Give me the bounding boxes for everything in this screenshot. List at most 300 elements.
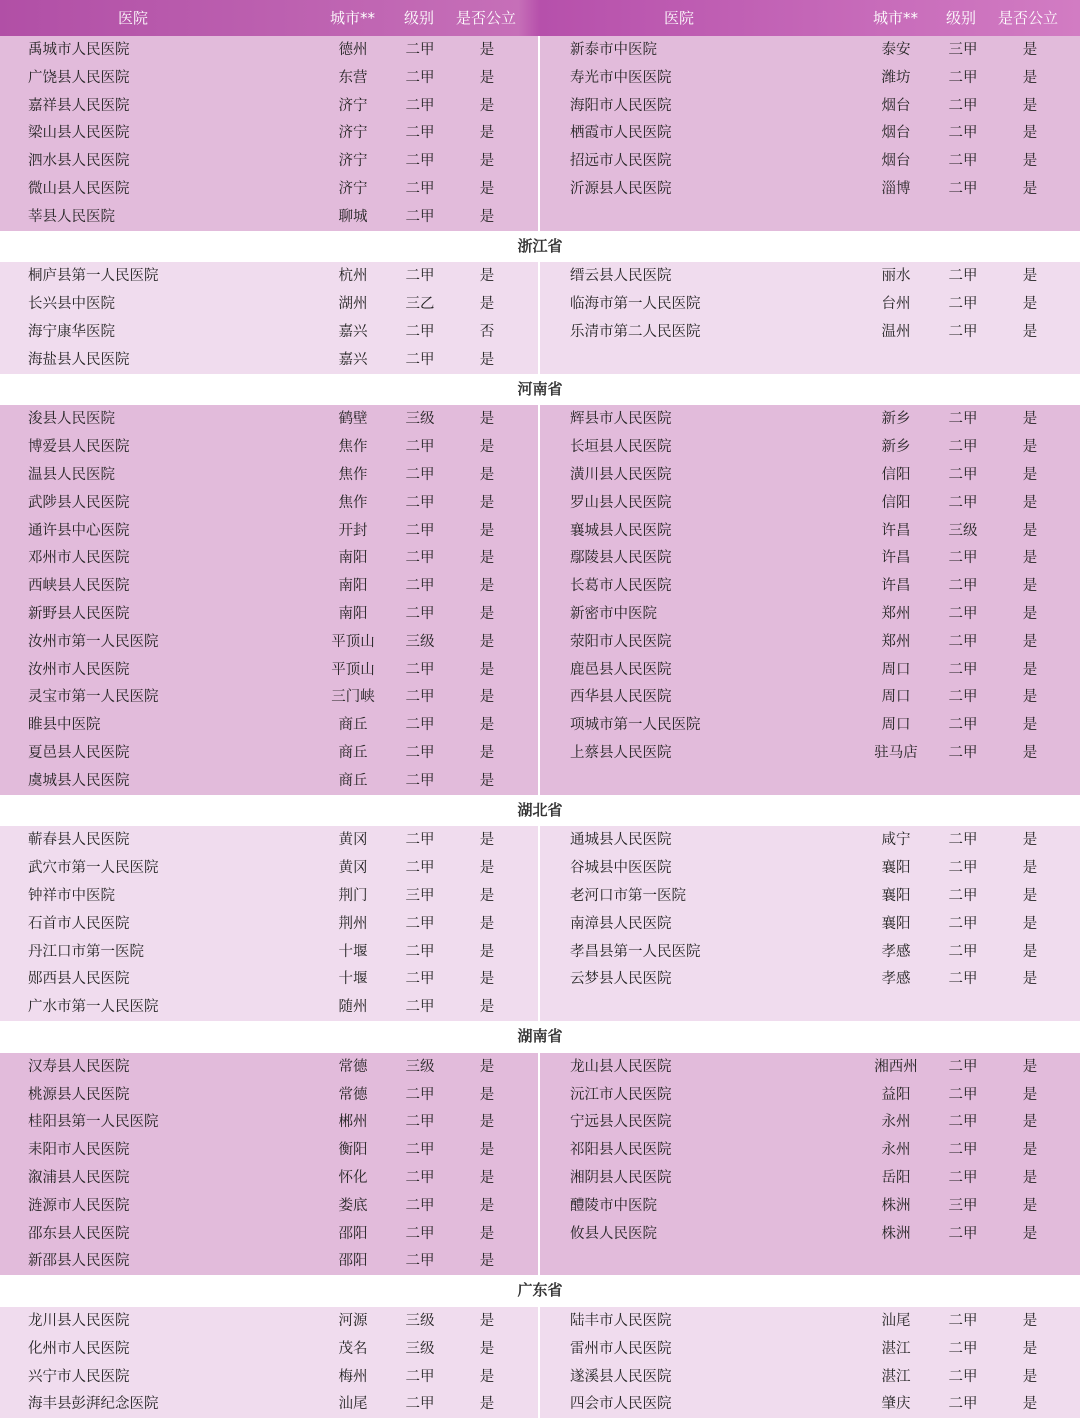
- left-public-cell: 是: [479, 888, 495, 904]
- table-row: [0, 433, 1080, 461]
- right-level-cell: 二甲: [948, 943, 978, 960]
- left-level-cell: 二甲: [405, 69, 435, 86]
- right-level-cell: 二甲: [948, 1225, 978, 1242]
- right-level-cell: 二甲: [948, 717, 978, 734]
- left-level-cell: 二甲: [405, 943, 435, 960]
- left-level-cell: 二甲: [405, 1142, 435, 1159]
- right-level-cell: 二甲: [948, 411, 978, 428]
- left-public-cell: 是: [479, 1253, 495, 1270]
- right-public-cell: 是: [1022, 411, 1038, 428]
- left-hospital-name: 夏邑县人民医院: [28, 745, 130, 761]
- right-level-cell: 二甲: [948, 915, 978, 932]
- right-hospital-name: 新密市中医院: [570, 606, 657, 622]
- left-level-cell: 二甲: [405, 1170, 435, 1186]
- right-public-cell: 是: [1022, 832, 1038, 849]
- right-hospital-name: 宁远县人民医院: [570, 1114, 672, 1131]
- right-hospital-name: 寿光市中医医院: [570, 69, 672, 86]
- table-header: [0, 0, 1080, 36]
- left-public-cell: 是: [479, 125, 495, 142]
- right-public-cell: 是: [1022, 915, 1038, 932]
- left-hospital-name: 汝州市人民医院: [28, 661, 130, 678]
- right-level-cell: 二甲: [948, 324, 978, 340]
- right-city-cell: 周口: [881, 689, 911, 706]
- right-public-cell: 是: [1022, 439, 1038, 456]
- table-row: [0, 656, 1080, 684]
- left-public-cell: 是: [479, 153, 495, 170]
- left-hospital-name: 海宁康华医院: [28, 324, 115, 340]
- table-row: [0, 767, 1080, 795]
- left-city-cell: 济宁: [338, 97, 368, 114]
- right-hospital-name: 老河口市第一医院: [570, 888, 686, 904]
- left-city-cell: 焦作: [338, 439, 368, 456]
- left-level-cell: 二甲: [405, 999, 435, 1016]
- left-level-cell: 二甲: [405, 550, 435, 567]
- left-city-cell: 常德: [338, 1086, 368, 1103]
- right-hospital-name: 祁阳县人民医院: [570, 1142, 672, 1159]
- right-city-cell: 周口: [881, 717, 911, 734]
- left-city-cell: 怀化: [338, 1170, 368, 1186]
- right-public-cell: 是: [1022, 42, 1038, 58]
- right-level-cell: 二甲: [948, 69, 978, 86]
- left-level-cell: 二甲: [405, 689, 435, 706]
- right-hospital-name: 通城县人民医院: [570, 832, 672, 849]
- left-public-cell: 是: [479, 943, 495, 960]
- right-public-cell: 是: [1022, 1086, 1038, 1103]
- right-public-cell: 是: [1022, 1396, 1038, 1413]
- left-city-cell: 济宁: [338, 181, 368, 197]
- left-hospital-name: 武陟县人民医院: [28, 494, 130, 511]
- left-public-cell: 是: [479, 1086, 495, 1103]
- right-city-cell: 湛江: [881, 1368, 911, 1385]
- right-public-cell: 是: [1022, 606, 1038, 622]
- left-hospital-name: 桂阳县第一人民医院: [28, 1114, 159, 1131]
- right-city-cell: 泰安: [881, 42, 911, 58]
- right-city-cell: 襄阳: [881, 860, 911, 877]
- right-public-cell: 是: [1022, 888, 1038, 904]
- left-public-cell: 是: [479, 999, 495, 1016]
- right-hospital-name: 四会市人民医院: [570, 1396, 672, 1413]
- left-city-cell: 黄冈: [338, 832, 368, 849]
- right-level-cell: 三甲: [948, 1197, 978, 1214]
- left-public-cell: 是: [479, 268, 495, 285]
- left-city-cell: 焦作: [338, 494, 368, 511]
- left-public-cell: 是: [479, 1340, 495, 1357]
- right-level-cell: 三甲: [948, 42, 978, 58]
- table-row: [0, 517, 1080, 545]
- table-row: [0, 119, 1080, 147]
- right-hospital-name: 龙山县人民医院: [570, 1058, 672, 1075]
- table-row: [0, 938, 1080, 966]
- right-level-cell: 二甲: [948, 153, 978, 170]
- left-public-cell: 是: [479, 296, 495, 313]
- left-city-cell: 湖州: [338, 296, 368, 313]
- header-level-right: 级别: [946, 9, 977, 27]
- left-hospital-name: 龙川县人民医院: [28, 1313, 130, 1329]
- right-public-cell: 是: [1022, 1170, 1038, 1186]
- left-public-cell: 是: [479, 1225, 495, 1242]
- left-city-cell: 常德: [338, 1058, 368, 1075]
- left-city-cell: 衡阳: [338, 1142, 368, 1159]
- left-public-cell: 是: [479, 578, 495, 595]
- right-public-cell: 是: [1022, 689, 1038, 706]
- left-level-cell: 二甲: [405, 745, 435, 761]
- right-level-cell: 二甲: [948, 268, 978, 285]
- right-city-cell: 株洲: [881, 1197, 911, 1214]
- table-row: [0, 910, 1080, 938]
- left-level-cell: 二甲: [405, 208, 435, 225]
- right-city-cell: 株洲: [881, 1225, 911, 1242]
- table-row: [0, 628, 1080, 656]
- table-row: [0, 346, 1080, 374]
- right-level-cell: 二甲: [948, 1368, 978, 1385]
- right-public-cell: 是: [1022, 633, 1038, 650]
- right-public-cell: 是: [1022, 860, 1038, 877]
- right-hospital-name: 孝昌县第一人民医院: [570, 943, 701, 960]
- right-level-cell: 二甲: [948, 832, 978, 849]
- right-level-cell: 二甲: [948, 181, 978, 197]
- right-hospital-name: 西华县人民医院: [570, 689, 672, 706]
- left-level-cell: 二甲: [405, 661, 435, 678]
- left-public-cell: 是: [479, 717, 495, 734]
- left-public-cell: 是: [479, 1142, 495, 1159]
- left-level-cell: 二甲: [405, 1368, 435, 1385]
- right-level-cell: 二甲: [948, 888, 978, 904]
- right-hospital-name: 沂源县人民医院: [570, 181, 672, 197]
- table-row: [0, 92, 1080, 120]
- left-public-cell: 是: [479, 97, 495, 114]
- left-level-cell: 二甲: [405, 915, 435, 932]
- table-row: [0, 290, 1080, 318]
- table-row: [0, 1247, 1080, 1275]
- left-hospital-name: 化州市人民医院: [28, 1340, 130, 1357]
- left-public-cell: 是: [479, 832, 495, 849]
- left-public-cell: 否: [479, 324, 495, 340]
- left-hospital-name: 新邵县人民医院: [28, 1253, 130, 1270]
- right-city-cell: 许昌: [881, 522, 911, 539]
- right-city-cell: 温州: [881, 324, 911, 340]
- left-public-cell: 是: [479, 606, 495, 622]
- left-hospital-name: 莘县人民医院: [28, 208, 115, 225]
- right-hospital-name: 云梦县人民医院: [570, 971, 672, 988]
- right-public-cell: 是: [1022, 494, 1038, 511]
- left-level-cell: 二甲: [405, 268, 435, 285]
- header-public-left: 是否公立: [456, 9, 517, 27]
- left-level-cell: 二甲: [405, 324, 435, 340]
- right-public-cell: 是: [1022, 1368, 1038, 1385]
- left-hospital-name: 浚县人民医院: [28, 411, 115, 428]
- left-public-cell: 是: [479, 1396, 495, 1413]
- right-city-cell: 襄阳: [881, 915, 911, 932]
- left-city-cell: 平顶山: [331, 633, 375, 650]
- right-public-cell: 是: [1022, 1197, 1038, 1214]
- left-public-cell: 是: [479, 689, 495, 706]
- right-city-cell: 台州: [881, 296, 911, 313]
- left-hospital-name: 广水市第一人民医院: [28, 999, 159, 1016]
- right-level-cell: 二甲: [948, 494, 978, 511]
- right-hospital-name: 潢川县人民医院: [570, 467, 672, 483]
- right-level-cell: 二甲: [948, 467, 978, 483]
- left-level-cell: 二甲: [405, 153, 435, 170]
- right-public-cell: 是: [1022, 181, 1038, 197]
- table-row: [0, 882, 1080, 910]
- right-city-cell: 永州: [881, 1142, 911, 1159]
- left-public-cell: 是: [479, 633, 495, 650]
- left-city-cell: 汕尾: [338, 1396, 368, 1413]
- table-row: [0, 36, 1080, 64]
- left-city-cell: 十堰: [338, 943, 368, 960]
- left-level-cell: 二甲: [405, 181, 435, 197]
- left-level-cell: 三级: [405, 633, 435, 650]
- right-public-cell: 是: [1022, 971, 1038, 988]
- right-hospital-name: 项城市第一人民医院: [570, 717, 701, 734]
- left-city-cell: 黄冈: [338, 860, 368, 877]
- right-public-cell: 是: [1022, 324, 1038, 340]
- right-level-cell: 二甲: [948, 1340, 978, 1357]
- right-city-cell: 驻马店: [874, 745, 918, 761]
- right-city-cell: 新乡: [881, 439, 911, 456]
- left-city-cell: 河源: [338, 1313, 368, 1329]
- right-city-cell: 烟台: [881, 97, 911, 114]
- right-city-cell: 肇庆: [881, 1396, 911, 1413]
- right-city-cell: 岳阳: [881, 1170, 911, 1186]
- left-hospital-name: 新野县人民医院: [28, 606, 130, 622]
- left-city-cell: 荆州: [338, 915, 368, 932]
- left-city-cell: 焦作: [338, 467, 368, 483]
- left-city-cell: 南阳: [338, 606, 368, 622]
- left-hospital-name: 兴宁市人民医院: [28, 1368, 130, 1385]
- left-city-cell: 南阳: [338, 578, 368, 595]
- table-row: [0, 683, 1080, 711]
- left-city-cell: 鹤壁: [338, 411, 368, 428]
- table-row: [0, 405, 1080, 433]
- table-row: [0, 147, 1080, 175]
- left-level-cell: 三乙: [405, 296, 435, 313]
- right-hospital-name: 辉县市人民医院: [570, 411, 672, 428]
- right-city-cell: 烟台: [881, 125, 911, 142]
- right-city-cell: 益阳: [881, 1086, 911, 1103]
- left-hospital-name: 灵宝市第一人民医院: [28, 689, 159, 706]
- left-level-cell: 二甲: [405, 1197, 435, 1214]
- left-hospital-name: 微山县人民医院: [28, 181, 130, 197]
- right-city-cell: 新乡: [881, 411, 911, 428]
- right-city-cell: 潍坊: [881, 69, 911, 86]
- left-hospital-name: 嘉祥县人民医院: [28, 97, 130, 114]
- left-hospital-name: 溆浦县人民医院: [28, 1170, 130, 1186]
- right-city-cell: 永州: [881, 1114, 911, 1131]
- left-level-cell: 三甲: [405, 888, 435, 904]
- left-city-cell: 东营: [338, 69, 368, 86]
- right-level-cell: 二甲: [948, 1170, 978, 1186]
- right-hospital-name: 海阳市人民医院: [570, 97, 672, 114]
- table-row: [0, 1053, 1080, 1081]
- left-hospital-name: 石首市人民医院: [28, 915, 130, 932]
- left-public-cell: 是: [479, 494, 495, 511]
- right-city-cell: 周口: [881, 661, 911, 678]
- right-public-cell: 是: [1022, 550, 1038, 567]
- right-hospital-name: 陆丰市人民医院: [570, 1313, 672, 1329]
- table-row: [0, 572, 1080, 600]
- left-level-cell: 二甲: [405, 772, 435, 789]
- left-level-cell: 二甲: [405, 97, 435, 114]
- right-level-cell: 二甲: [948, 578, 978, 595]
- left-level-cell: 三级: [405, 411, 435, 428]
- header-hospital-right: 医院: [664, 9, 695, 27]
- right-level-cell: 二甲: [948, 633, 978, 650]
- right-level-cell: 二甲: [948, 296, 978, 313]
- left-level-cell: 二甲: [405, 522, 435, 539]
- table-row: [0, 600, 1080, 628]
- right-level-cell: 二甲: [948, 1086, 978, 1103]
- left-city-cell: 聊城: [338, 208, 368, 225]
- left-hospital-name: 通许县中心医院: [28, 522, 130, 539]
- table-row: [0, 318, 1080, 346]
- left-hospital-name: 钟祥市中医院: [28, 888, 115, 904]
- right-public-cell: 是: [1022, 1313, 1038, 1329]
- left-level-cell: 三级: [405, 1058, 435, 1075]
- right-level-cell: 二甲: [948, 971, 978, 988]
- left-public-cell: 是: [479, 467, 495, 483]
- left-public-cell: 是: [479, 1313, 495, 1329]
- left-public-cell: 是: [479, 208, 495, 225]
- left-city-cell: 商丘: [338, 772, 368, 789]
- right-level-cell: 二甲: [948, 745, 978, 761]
- left-hospital-name: 郧西县人民医院: [28, 971, 130, 988]
- right-hospital-name: 荥阳市人民医院: [570, 633, 672, 650]
- left-hospital-name: 丹江口市第一医院: [28, 943, 144, 960]
- right-hospital-name: 罗山县人民医院: [570, 494, 672, 511]
- right-public-cell: 是: [1022, 661, 1038, 678]
- right-level-cell: 二甲: [948, 661, 978, 678]
- right-hospital-name: 长葛市人民医院: [570, 578, 672, 595]
- table-row: [0, 1108, 1080, 1136]
- right-city-cell: 孝感: [881, 943, 911, 960]
- left-city-cell: 茂名: [338, 1340, 368, 1357]
- right-hospital-name: 乐清市第二人民医院: [570, 324, 701, 340]
- right-city-cell: 孝感: [881, 971, 911, 988]
- right-public-cell: 是: [1022, 1142, 1038, 1159]
- right-level-cell: 二甲: [948, 439, 978, 456]
- right-level-cell: 二甲: [948, 1396, 978, 1413]
- left-level-cell: 二甲: [405, 832, 435, 849]
- table-row: [0, 993, 1080, 1021]
- right-hospital-name: 雷州市人民医院: [570, 1340, 672, 1357]
- left-level-cell: 三级: [405, 1340, 435, 1357]
- left-public-cell: 是: [479, 181, 495, 197]
- right-hospital-name: 招远市人民医院: [570, 153, 672, 170]
- left-hospital-name: 梁山县人民医院: [28, 125, 130, 142]
- province-heading: 湖北省: [0, 795, 1080, 826]
- left-city-cell: 平顶山: [331, 661, 375, 678]
- left-city-cell: 嘉兴: [338, 324, 368, 340]
- right-hospital-name: 上蔡县人民医院: [570, 745, 672, 761]
- left-hospital-name: 广饶县人民医院: [28, 69, 130, 86]
- left-public-cell: 是: [479, 351, 495, 368]
- right-public-cell: 是: [1022, 745, 1038, 761]
- left-level-cell: 二甲: [405, 860, 435, 877]
- left-city-cell: 随州: [338, 999, 368, 1016]
- right-level-cell: 二甲: [948, 1313, 978, 1329]
- right-level-cell: 二甲: [948, 125, 978, 142]
- right-hospital-name: 遂溪县人民医院: [570, 1368, 672, 1385]
- right-public-cell: 是: [1022, 69, 1038, 86]
- left-level-cell: 二甲: [405, 1225, 435, 1242]
- right-hospital-name: 鹿邑县人民医院: [570, 661, 672, 678]
- left-hospital-name: 海盐县人民医院: [28, 351, 130, 368]
- left-level-cell: 二甲: [405, 1114, 435, 1131]
- left-level-cell: 二甲: [405, 578, 435, 595]
- left-public-cell: 是: [479, 550, 495, 567]
- left-city-cell: 杭州: [338, 268, 368, 285]
- left-city-cell: 十堰: [338, 971, 368, 988]
- table-row: [0, 489, 1080, 517]
- right-city-cell: 襄阳: [881, 888, 911, 904]
- left-level-cell: 三级: [405, 1313, 435, 1329]
- right-city-cell: 烟台: [881, 153, 911, 170]
- left-hospital-name: 涟源市人民医院: [28, 1197, 130, 1214]
- left-hospital-name: 桐庐县第一人民医院: [28, 268, 159, 285]
- left-hospital-name: 禹城市人民医院: [28, 42, 130, 58]
- right-public-cell: 是: [1022, 296, 1038, 313]
- left-level-cell: 二甲: [405, 467, 435, 483]
- right-hospital-name: 攸县人民医院: [570, 1225, 657, 1242]
- left-level-cell: 二甲: [405, 125, 435, 142]
- right-city-cell: 信阳: [881, 467, 911, 483]
- right-public-cell: 是: [1022, 522, 1038, 539]
- right-hospital-name: 缙云县人民医院: [570, 268, 672, 285]
- table-row: [0, 965, 1080, 993]
- table-row: [0, 64, 1080, 92]
- right-city-cell: 丽水: [881, 268, 911, 285]
- table-row: [0, 1136, 1080, 1164]
- right-city-cell: 郑州: [881, 633, 911, 650]
- left-city-cell: 邵阳: [338, 1225, 368, 1242]
- left-city-cell: 荆门: [338, 888, 368, 904]
- right-city-cell: 许昌: [881, 550, 911, 567]
- left-public-cell: 是: [479, 772, 495, 789]
- right-public-cell: 是: [1022, 1340, 1038, 1357]
- table-row: [0, 262, 1080, 290]
- left-hospital-name: 武穴市第一人民医院: [28, 860, 159, 877]
- right-public-cell: 是: [1022, 943, 1038, 960]
- left-public-cell: 是: [479, 42, 495, 58]
- right-level-cell: 二甲: [948, 97, 978, 114]
- right-hospital-name: 沅江市人民医院: [570, 1086, 672, 1103]
- right-city-cell: 汕尾: [881, 1313, 911, 1329]
- left-level-cell: 二甲: [405, 42, 435, 58]
- left-hospital-name: 温县人民医院: [28, 467, 115, 483]
- header-level-left: 级别: [404, 9, 435, 27]
- left-public-cell: 是: [479, 860, 495, 877]
- left-city-cell: 南阳: [338, 550, 368, 567]
- header-city-left: 城市**: [330, 9, 376, 27]
- right-hospital-name: 谷城县中医医院: [570, 860, 672, 877]
- right-public-cell: 是: [1022, 153, 1038, 170]
- right-public-cell: 是: [1022, 125, 1038, 142]
- right-public-cell: 是: [1022, 97, 1038, 114]
- right-public-cell: 是: [1022, 1058, 1038, 1075]
- right-level-cell: 二甲: [948, 1142, 978, 1159]
- right-hospital-name: 新泰市中医院: [570, 42, 657, 58]
- right-level-cell: 二甲: [948, 550, 978, 567]
- right-level-cell: 二甲: [948, 1058, 978, 1075]
- table-row: [0, 461, 1080, 489]
- left-city-cell: 开封: [338, 522, 368, 539]
- left-public-cell: 是: [479, 915, 495, 932]
- right-hospital-name: 湘阴县人民医院: [570, 1170, 672, 1186]
- table-row: [0, 1390, 1080, 1418]
- left-public-cell: 是: [479, 661, 495, 678]
- left-hospital-name: 汝州市第一人民医院: [28, 633, 159, 650]
